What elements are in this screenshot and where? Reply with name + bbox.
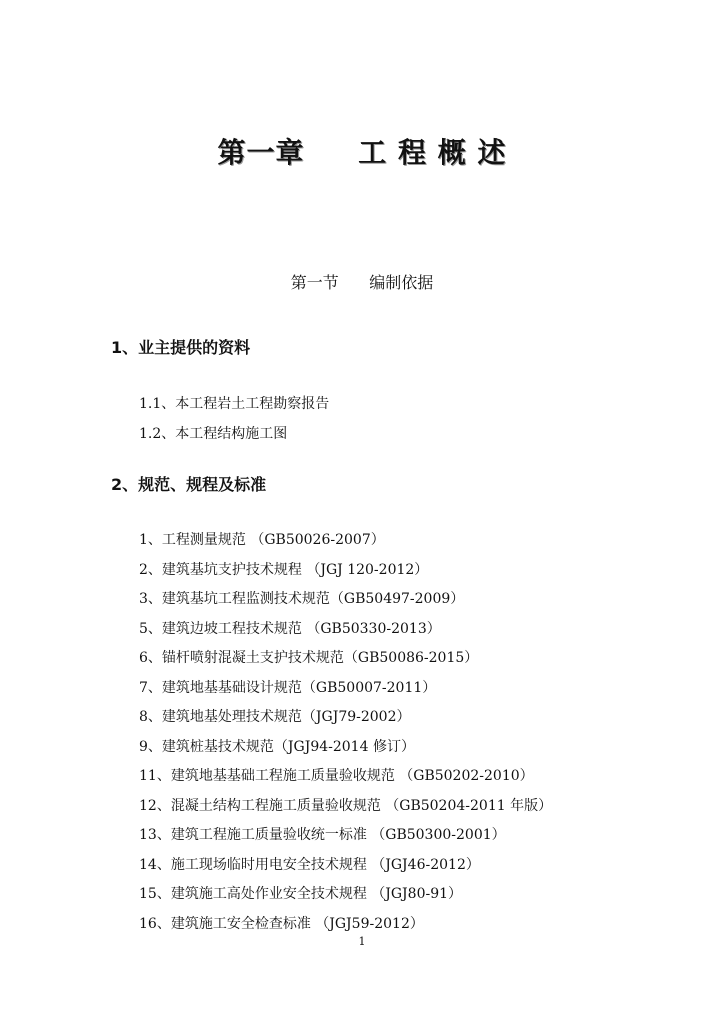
list-item: 15、建筑施工高处作业安全技术规程 （JGJ80-91） xyxy=(139,886,463,902)
list-item: 11、建筑地基基础工程施工质量验收规范 （GB50202-2010） xyxy=(139,768,534,784)
standards-list xyxy=(139,526,552,939)
list-item: 2、建筑基坑支护技术规程 （JGJ 120-2012） xyxy=(139,561,429,578)
list-item: 16、建筑施工安全检查标准 （JGJ59-2012） xyxy=(139,915,424,932)
list-item: 8、建筑地基处理技术规范（JGJ79-2002） xyxy=(139,709,411,725)
list-item: 13、建筑工程施工质量验收统一标准 （GB50300-2001） xyxy=(139,827,506,843)
list-item: 7、建筑地基基础设计规范（GB50007-2011） xyxy=(139,679,437,696)
heading-standards: 2、规范、规程及标准 xyxy=(111,475,267,494)
list-item: 9、建筑桩基技术规范（JGJ94-2014 修订） xyxy=(139,738,415,755)
list-item: 14、施工现场临时用电安全技术规程 （JGJ46-2012） xyxy=(139,856,480,873)
list-item: 1.2、本工程结构施工图 xyxy=(139,425,288,442)
heading-owner-materials: 1、业主提供的资料 xyxy=(111,338,251,357)
chapter-title: 第一章 工 程 概 述 xyxy=(217,136,507,169)
list-item: 1.1、本工程岩土工程勘察报告 xyxy=(139,396,330,412)
section-title: 第一节 编制依据 xyxy=(290,273,434,292)
list-item: 12、混凝土结构工程施工质量验收规范 （GB50204-2011 年版） xyxy=(139,797,553,814)
page-number: 1 xyxy=(358,935,366,948)
owner-materials-list xyxy=(139,390,329,449)
list-item: 3、建筑基坑工程监测技术规范（GB50497-2009） xyxy=(139,591,465,607)
list-item: 1、工程测量规范 （GB50026-2007） xyxy=(139,532,385,548)
list-item: 6、锚杆喷射混凝土支护技术规范（GB50086-2015） xyxy=(139,650,479,666)
list-item: 5、建筑边坡工程技术规范 （GB50330-2013） xyxy=(139,620,441,637)
